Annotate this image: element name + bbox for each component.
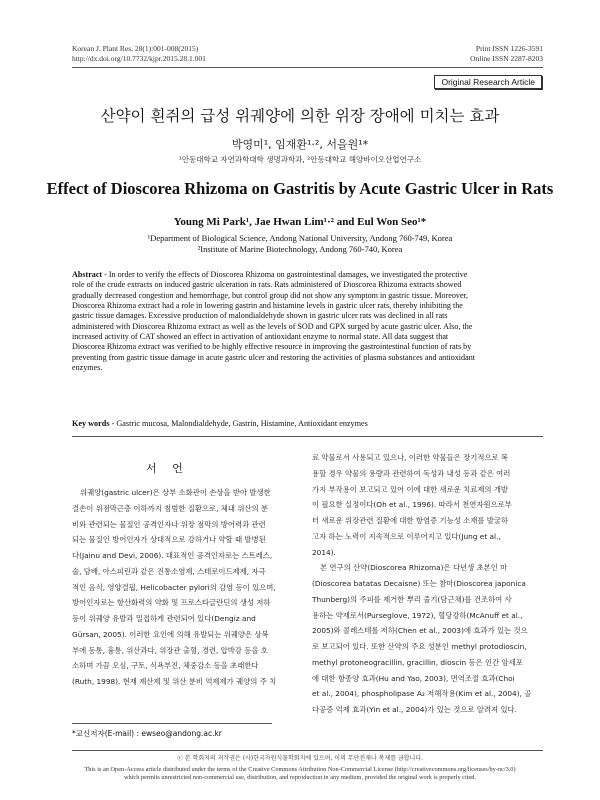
print-issn: Print ISSN 1226-3591 <box>475 44 543 53</box>
affiliation-english-2: ²Institute of Marine Biotechnology, Andong 760-740, Korea <box>197 244 403 254</box>
body-line: 부에 동통, 흉통, 위산과다, 위장관 출혈, 경련, 압박감 등을 호 <box>72 645 268 655</box>
title-english: Effect of Dioscorea Rhizoma on Gastritis by Acute Gastric Ulcer in Rats <box>46 179 554 198</box>
body-line: Thunberg)의 주피를 제거한 뿌리 줄기(담근채)를 건조하여 사 <box>312 594 512 604</box>
body-line: 본 연구의 산약(Dioscorea Rhizoma)은 다년생 초본인 마 <box>320 563 508 573</box>
body-line: 등이 위궤양 유발과 밀접하게 관련되어 있다(Dengiz and <box>72 614 256 623</box>
body-line: 다공증 억제 효과(Yin et al., 2004)가 있는 것으로 알려져 있다. <box>312 705 517 714</box>
abstract-line: Dioscorea Rhizoma extract had a role in lowering gastrin and histamine levels in gastric ulcer rats, thereby inhibiting the <box>72 301 463 311</box>
body-right-column <box>312 450 544 718</box>
abstract-line: preventing from gastric tissue damage in acute gastric ulcer and restoring the activities of plasma substances and antioxidant <box>72 352 475 362</box>
body-line: 위궤양(gastric ulcer)은 상부 소화관이 손상을 받아 발생한 <box>80 488 271 497</box>
body-line: 터 새로운 위장관련 질환에 대한 항염증 기능성 소재를 발굴하 <box>312 516 509 525</box>
body-line: et al., 2004), phospholipase A₂ 저해작용(Kim et al., 2004), 골 <box>312 689 532 699</box>
copyright-korean: ⓒ 본 학회지의 저작권은 (사)한국자원식물학회지에 있으며, 이의 무단전재나 복제를 금합니다. <box>176 755 424 762</box>
abstract-line: - In order to verify the effects of Dioscorea Rhizoma on gastrointestinal damages, we investigated the protective <box>102 270 468 279</box>
body-left-column <box>72 485 294 690</box>
body-line: 에 대한 항종양 효과(Hu and Yao, 2003), 면역조절 효과(Choi <box>312 673 515 683</box>
body-line: 다(Jainu and Devi, 2006). 대표적인 공격인자로는 스트레스, <box>72 551 273 560</box>
body-line: 비와 관련되는 물질인 공격인자나 위장 점막의 방어력과 관련 <box>72 519 266 529</box>
abstract-line: enzymes. <box>72 363 103 373</box>
abstract-line: increased activity of CAT showed an effect in activation of antioxidant enzyme to normal state. All data suggest that <box>72 332 449 342</box>
section-title: 서 언 <box>146 462 189 475</box>
affiliation-english-1: ¹Department of Biological Science, Andong National University, Andong 760-749, Korea <box>147 233 453 243</box>
abstract-line: gradually decreased congestion and hemorrhage, but control group did not show any symptom in gastric tissue. Moreover, <box>72 290 468 300</box>
authors-english: Young Mi Park¹, Jae Hwan Lim¹·² and Eul Won Seo¹* <box>173 216 427 228</box>
abstract-line: administered with Dioscorea Rhizoma extract as well as the levels of SOD and GPX surged by acute gastric ulcer. Also, the <box>72 321 473 331</box>
abstract-line: role of the crude extracts on induced gastric ulceration in rats. Rats administered of Dioscorea Rhizoma extracts showed <box>72 280 462 290</box>
body-line: 적인 음식, 영양결핍, Helicobacter pylori의 감염 등이 있으며, <box>72 582 276 592</box>
abstract-line: gastric tissue damages. Excessive production of malondialdehyde shown in gastric ulcer rats was declined in all rats <box>72 311 448 321</box>
authors-korean: 박영미¹, 임재환¹·², 서을원¹* <box>231 138 369 151</box>
affiliation-korean: ¹안동대학교 자연과학대학 생명과학과, ²안동대학교 해양바이오산업연구소 <box>178 155 422 164</box>
online-issn: Online ISSN 2287-8203 <box>470 54 543 63</box>
abstract-label: Abstract <box>72 270 103 279</box>
body-line: 용할 경우 약물의 용량과 관련하여 독성과 내성 등과 같은 여러 <box>312 468 511 478</box>
license-line-1: This is an Open-Access article distributed under the terms of the Creative Commons Attribution Non-Commercial License (http://creativecommons.org/licenses/by-nc/3.0) <box>84 766 516 773</box>
body-line: 2014). <box>312 547 336 557</box>
body-line: (Dioscorea batatas Decaisne) 또는 참마(Dioscorea japonica <box>312 579 526 588</box>
body-line: 방어인자로는 항산화력의 약화 및 프로스타글란딘의 생성 저하 <box>72 598 271 608</box>
body-line: (Ruth, 1998). 현재 제산제 및 위산 분비 억제제가 궤양의 주 치 <box>72 677 277 686</box>
body-line: 소하며 가끔 오심, 구토, 식욕부진, 체중감소 등을 초래한다 <box>72 661 259 671</box>
title-korean: 산약이 흰쥐의 급성 위궤양에 의한 위장 장애에 미치는 효과 <box>100 107 500 125</box>
license-line-2: which permits unrestricted non-commercial use, distribution, and reproduction in any medium, provided the original work is properly cited. <box>123 774 476 781</box>
keywords-label: Key words <box>72 419 110 428</box>
body-line: 되는 물질인 방어인자가 상대적으로 강하거나 약할 때 발병된 <box>72 535 266 545</box>
header-rule <box>72 67 543 68</box>
footnote-rule <box>72 723 272 724</box>
abstract <box>72 270 544 373</box>
doi-link[interactable]: http://dx.doi.org/10.7732/kjpr.2015.28.1.001 <box>72 54 206 63</box>
body-line: 가지 부작용이 보고되고 있어 이에 대한 새로운 치료제의 개발 <box>312 484 509 494</box>
body-line: 용하는 약재로서(Purseglove, 1972), 혈당강하(McAnuff et al., <box>312 610 523 620</box>
body-line: 술, 담배, 아스피린과 같은 진통소염제, 스테로이드제제, 자극 <box>72 566 266 576</box>
article-type-badge: Original Research Article <box>434 75 542 89</box>
body-line: methyl protoneogracillin, gracillin, dioscin 등은 인간 암세포 <box>312 657 523 667</box>
keywords <box>72 419 368 428</box>
license-rule <box>72 750 543 751</box>
body-line: 결손이 위점막근층 이하까지 침범한 질환으로, 체내 위산의 분 <box>72 503 269 513</box>
keywords-text: - Gastric mucosa, Malondialdehyde, Gastrin, Histamine, Antioxidant enzymes <box>109 419 368 428</box>
body-line: 이 필요한 실정이다(Oh et al., 1996). 따라서 천연자원으로부 <box>312 500 512 510</box>
corresponding-author-footnote: *교신저자(E-mail) : ewseo@andong.ac.kr <box>72 729 222 738</box>
keywords-rule <box>72 436 543 437</box>
body-line: 료 약물로서 사용되고 있으나, 이러한 약물들은 장기적으로 복 <box>312 453 509 462</box>
journal-citation: Korean J. Plant Res. 28(1):001-008(2015) <box>72 44 199 53</box>
body-line: 로 보고되어 있다. 또한 산약의 주요 성분인 methyl protodioscin, <box>312 642 527 651</box>
abstract-line: Dioscorea Rhizoma extract was verified to be highly effective resource in improving the gastrointestinal function of rats by <box>72 342 472 352</box>
body-line: Gürsan, 2005). 이러한 요인에 의해 유발되는 위궤양은 상복 <box>72 629 269 639</box>
body-line: 2005)와 콜레스테롤 저하(Chen et al., 2003)에 효과가 있는 것으 <box>312 626 528 636</box>
body-line: 고자 하는 노력이 지속적으로 이루어지고 있다(Jung et al., <box>312 531 501 541</box>
